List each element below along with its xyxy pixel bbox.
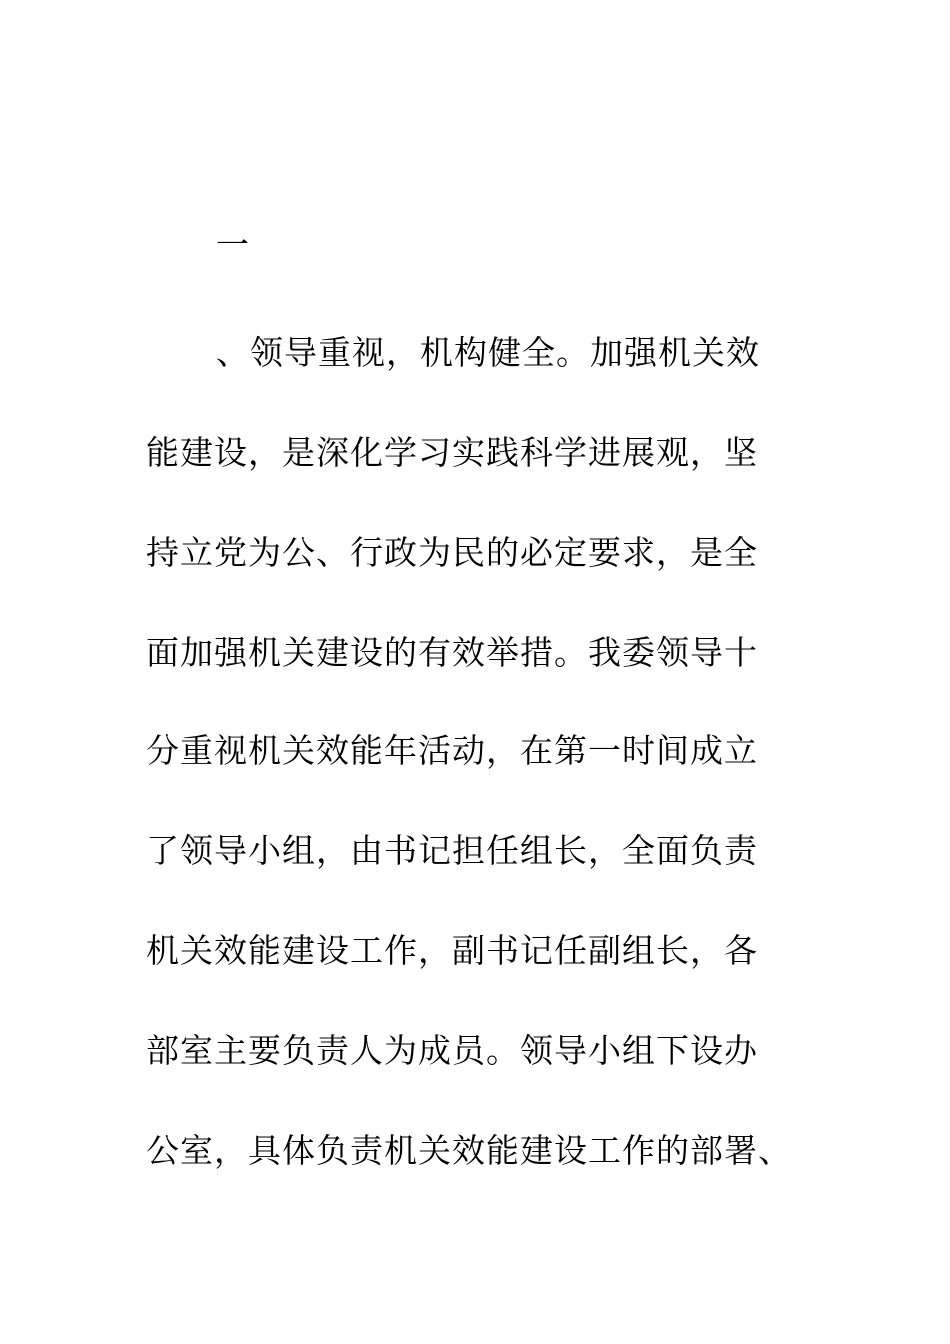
section-number: 一 bbox=[216, 225, 249, 264]
paragraph-line: 能建设，是深化学习实践科学进展观，坚 bbox=[146, 433, 758, 472]
paragraph-line: 分重视机关效能年活动，在第一时间成立 bbox=[146, 731, 758, 770]
paragraph-line: 了领导小组，由书记担任组长，全面负责 bbox=[146, 831, 758, 870]
paragraph-line: 面加强机关建设的有效举措。我委领导十 bbox=[146, 633, 758, 672]
paragraph-line: 持立党为公、行政为民的必定要求，是全 bbox=[146, 533, 758, 572]
paragraph-line: 部室主要负责人为成员。领导小组下设办 bbox=[146, 1031, 758, 1070]
paragraph-line: 公室，具体负责机关效能建设工作的部署、 bbox=[146, 1131, 792, 1170]
paragraph-line: 机关效能建设工作，副书记任副组长，各 bbox=[146, 931, 758, 970]
paragraph-line: 、领导重视，机构健全。加强机关效 bbox=[216, 333, 760, 372]
